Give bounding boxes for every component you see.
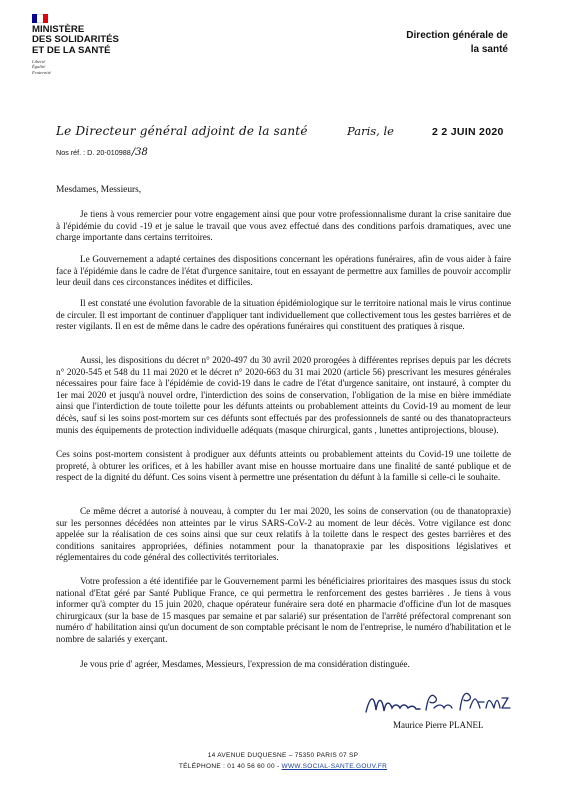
paragraph: Ces soins post-mortem consistent à prodiguer aux défunts atteints ou probablement atteints du Covid-19 une toilette de propreté, à obturer les orifices, et à les habiller avant mise en housse mortuaire dans une finalité de santé publique et de respect de la dignité du défunt. Ces soins visent à permettre une présentation du défunt à la famille si celle-ci le souhaite. (56, 449, 511, 483)
ministry-line: ET DE LA SANTÉ (32, 44, 111, 56)
signatory-name: Maurice Pierre PLANEL (393, 720, 484, 730)
footer-address: 14 AVENUE DUQUESNE – 75350 PARIS 07 SP (207, 752, 359, 759)
republic-motto (32, 59, 112, 75)
paragraph: Il est constaté une évolution favorable de la situation épidémiologique sur le territoire national mais le virus continue de circuler. Il est important de continuer d'appliquer tant individuellement que collectivement tous les gestes barrières et de rester vigilants. Il en est de même dans le cadre des opérations funéraires qui constituent des pratiques à risque. (56, 298, 511, 332)
ministry-line: MINISTÈRE (32, 24, 85, 35)
paragraph: Aussi, les dispositions du décret n° 2020-497 du 30 avril 2020 prorogées à différentes reprises depuis par les décrets n° 2020-545 et 548 du 11 mai 2020 et le décret n° 2020-663 du 31 mai 2020 (article 56) prescrivant les mesures générales nécessaires pour faire face à l'épidémie de covid-19 dans le cadre de l'état d'urgence sanitaire, ont instauré, à compter du 1er mai 2020 et jusqu'à nouvel ordre, l'interdiction des soins de conservation, l'obligation de la mise en bière immédiate ainsi que l'interdiction de toute toilette pour les défunts atteints ou probablement atteints du Covid-19 au moment de leur décès, sauf si les soins post-mortem sur ces défunts sont effectués par des professionnels de santé ou des thanatopracteurs munis des équipements de protection individuelle adéquats (masque chirurgical, gants , lunettes antiprojections, blouse). (56, 355, 511, 435)
footer-contact (0, 763, 566, 770)
ministry-line: DES SOLIDARITÉS (32, 34, 119, 46)
paragraph: Je tiens à vous remercier pour votre engagement ainsi que pour votre professionnalisme durant la crise sanitaire due à l'épidémie du covid -19 et je salue le travail que vous avez effectué dans des conditions parfois dramatiques, avec une charge importante dans certains territoires. (56, 209, 511, 243)
paragraph: Votre profession a été identifiée par le Gouvernement parmi les bénéficiaires prioritaires des masques issus du stock national d'Etat géré par Santé Publique France, ce qui permettra le renforcement des gestes barrières . Je tiens à vous informer qu'à compter du 15 juin 2020, chaque opérateur funéraire sera doté en pharmacie d'officine d'un lot de masques chirurgicaux (sur la base de 15 masques par semaine et par salarié) sur présentation de l'arrêté préfectoral comprenant son numéro d' habilitation ainsi qu'un document de son comptable précisant le nom de l'entreprise, le numéro d'habilitation et le nombre de salariés y exerçant. (56, 576, 511, 644)
paragraph: Le Gouvernement a adapté certaines des dispositions concernant les opérations funéraires, afin de vous aider à faire face à l'épidémie dans le cadre de l'état d'urgence sanitaire, tout en essayant de permettre aux familles de pouvoir accomplir leur deuil dans ces circonstances inédites et difficiles. (56, 254, 511, 288)
salutation: Mesdames, Messieurs, (56, 185, 142, 195)
reference-handwritten: /38 (131, 147, 148, 158)
date-stamp: 2 2 JUIN 2020 (432, 126, 504, 138)
direction-line: Direction générale de (406, 30, 508, 41)
direction-line: la santé (470, 43, 508, 55)
motto-line: Égalité (32, 64, 46, 70)
signer-title: Le Directeur général adjoint de la santé (56, 124, 308, 138)
direction-header (358, 29, 508, 56)
reference-label: Nos réf. : D. 20-010988 (56, 148, 131, 157)
motto-line: Fraternité (32, 69, 51, 75)
paragraph: Ce même décret a autorisé à nouveau, à compter du 1er mai 2020, les soins de conservation (ou de thanatopraxie) sur les personnes décédées non atteintes par le virus SARS-CoV-2 au moment de leur décès. Votre vigilance est donc appelée sur la réalisation de ces soins ainsi que sur ceux relatifs à la toilette dans le respect des gestes barrières et des conditions sanitaires appropriées, définies notamment pour la thanatopraxie par les dispositions législatives et réglementaires du code général des collectivités territoriales. (56, 506, 511, 563)
paragraph: Je vous prie d' agréer, Mesdames, Messieurs, l'expression de ma considération distinguée. (80, 659, 410, 669)
handwritten-signature (362, 686, 512, 718)
reference-number (56, 147, 148, 158)
place-label: Paris, le (347, 124, 394, 138)
ministry-name (32, 25, 152, 56)
footer-phone: TÉLÉPHONE : 01 40 56 60 00 - (178, 763, 282, 770)
footer-website-link[interactable]: WWW.SOCIAL-SANTE.GOUV.FR (281, 763, 388, 770)
motto-line: Liberté (32, 59, 46, 64)
french-flag-icon (32, 14, 48, 23)
